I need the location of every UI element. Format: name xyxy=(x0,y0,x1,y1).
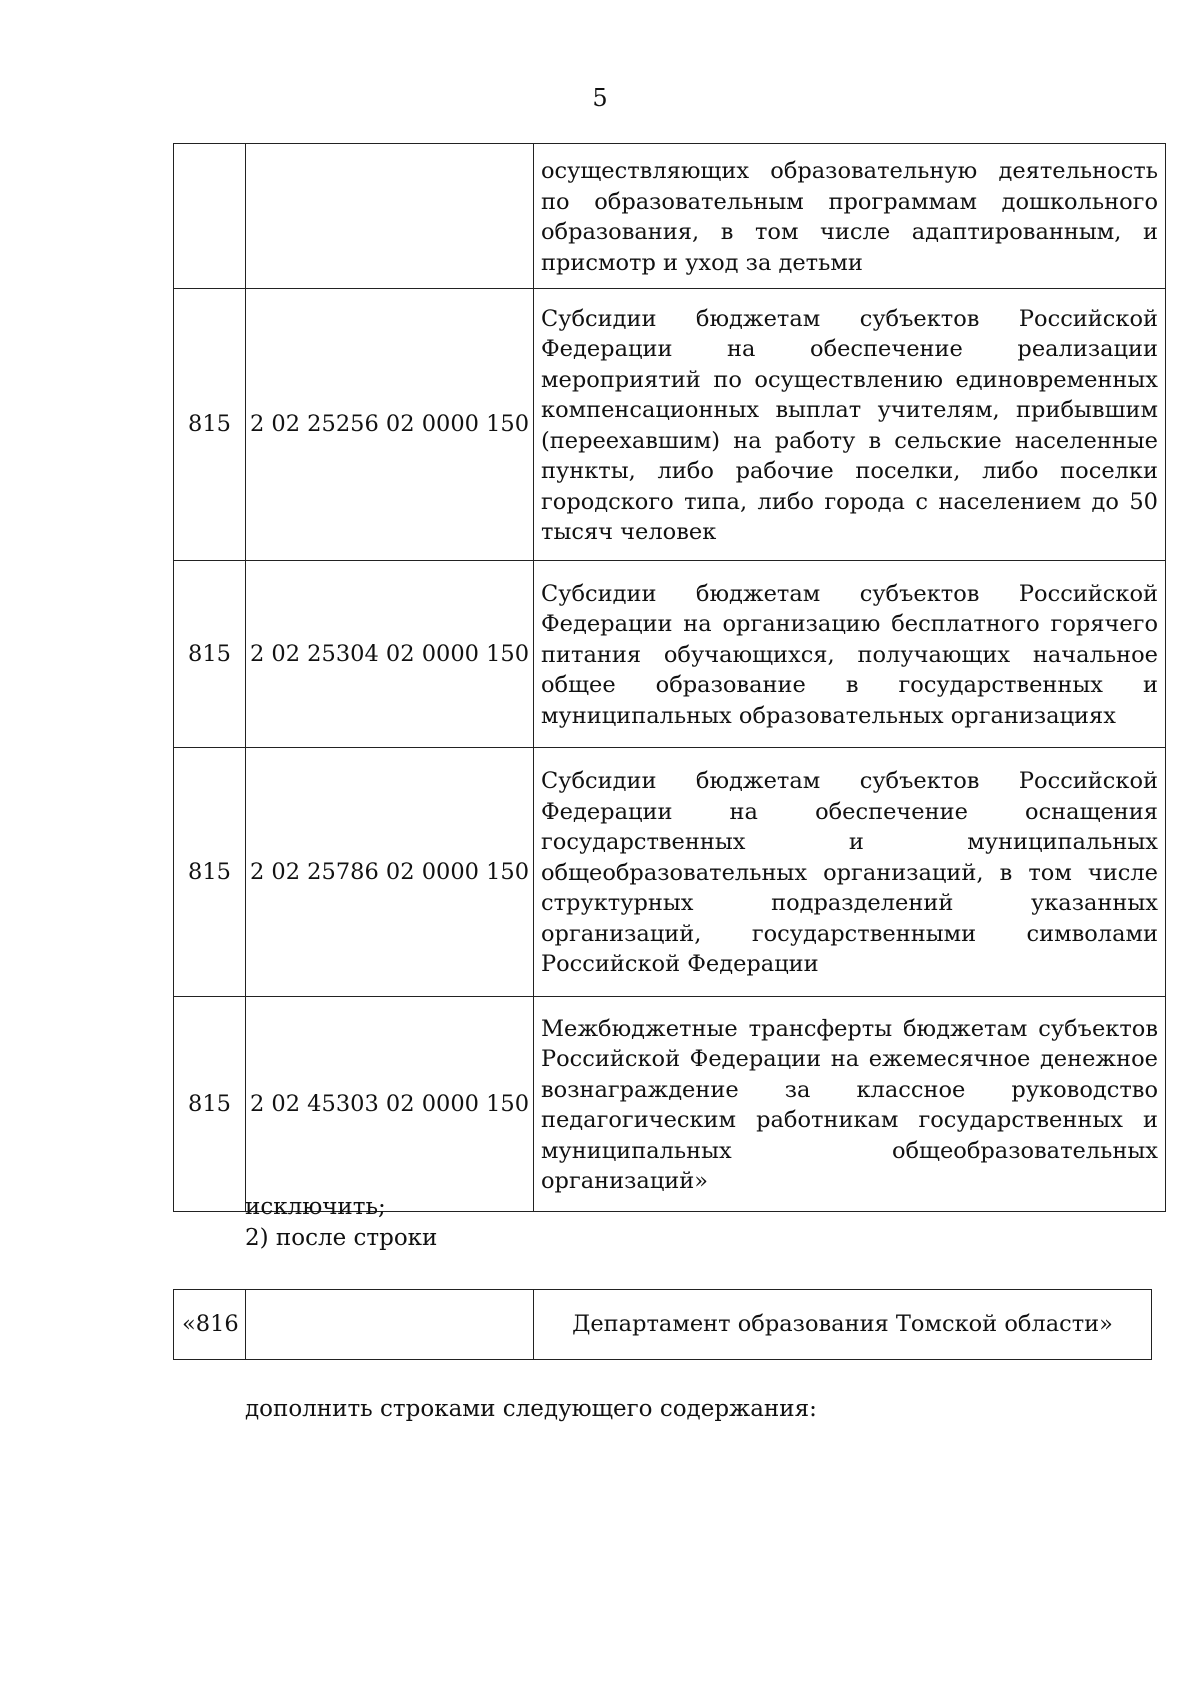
revenue-code-cell xyxy=(246,144,534,289)
table-row xyxy=(174,997,1166,1212)
admin-code-cell: 815 xyxy=(174,997,246,1212)
admin-code-cell xyxy=(174,144,246,289)
revenue-code-cell: 2 02 25304 02 0000 150 xyxy=(246,561,534,748)
revenue-code-cell: 2 02 25256 02 0000 150 xyxy=(246,289,534,561)
admin-code-cell: 815 xyxy=(174,748,246,997)
admin-code-cell: 815 xyxy=(174,561,246,748)
table-row xyxy=(174,289,1166,561)
description-cell: осуществляющих образовательную деятельность по образовательным программам дошкольного образования, в том числе адаптированным, и присмотр и уход за детьми xyxy=(534,144,1166,289)
revenue-code-cell: 2 02 25786 02 0000 150 xyxy=(246,748,534,997)
description-cell: Субсидии бюджетам субъектов Российской Федерации на обеспечение оснащения государственных и муниципальных общеобразовательных организаций, в том числе структурных подразделений указанных организаций, государственными символами Российской Федерации xyxy=(534,748,1166,997)
description-cell: Субсидии бюджетам субъектов Российской Федерации на организацию бесплатного горячего питания обучающихся, получающих начальное общее образование в государственных и муниципальных образовательных организациях xyxy=(534,561,1166,748)
revenue-code-cell: 2 02 45303 02 0000 150 xyxy=(246,997,534,1212)
admin-code-cell: 815 xyxy=(174,289,246,561)
table-row xyxy=(174,748,1166,997)
exclude-text: исключить; xyxy=(245,1194,386,1220)
admin-code-cell: «816 xyxy=(174,1290,246,1360)
description-cell: Межбюджетные трансферты бюджетам субъектов Российской Федерации на ежемесячное денежное вознаграждение за классное руководство педагогическим работникам государственных и муниципальных общеобразовательных организаций» xyxy=(534,997,1166,1212)
description-cell: Субсидии бюджетам субъектов Российской Федерации на обеспечение реализации мероприятий по осуществлению единовременных компенсационных выплат учителям, прибывшим (переехавшим) на работу в сельские населенные пункты, либо рабочие поселки, либо поселки городского типа, либо города с населением до 50 тысяч человек xyxy=(534,289,1166,561)
table-row xyxy=(174,144,1166,289)
table-row xyxy=(174,1290,1152,1360)
department-table xyxy=(173,1289,1152,1360)
department-name-cell: Департамент образования Томской области» xyxy=(534,1290,1152,1360)
after-row-text: 2) после строки xyxy=(245,1225,438,1251)
revenue-code-cell xyxy=(246,1290,534,1360)
page-number: 5 xyxy=(592,84,608,112)
revenue-codes-table xyxy=(173,143,1166,1212)
table-row xyxy=(174,561,1166,748)
supplement-text: дополнить строками следующего содержания: xyxy=(245,1396,817,1422)
